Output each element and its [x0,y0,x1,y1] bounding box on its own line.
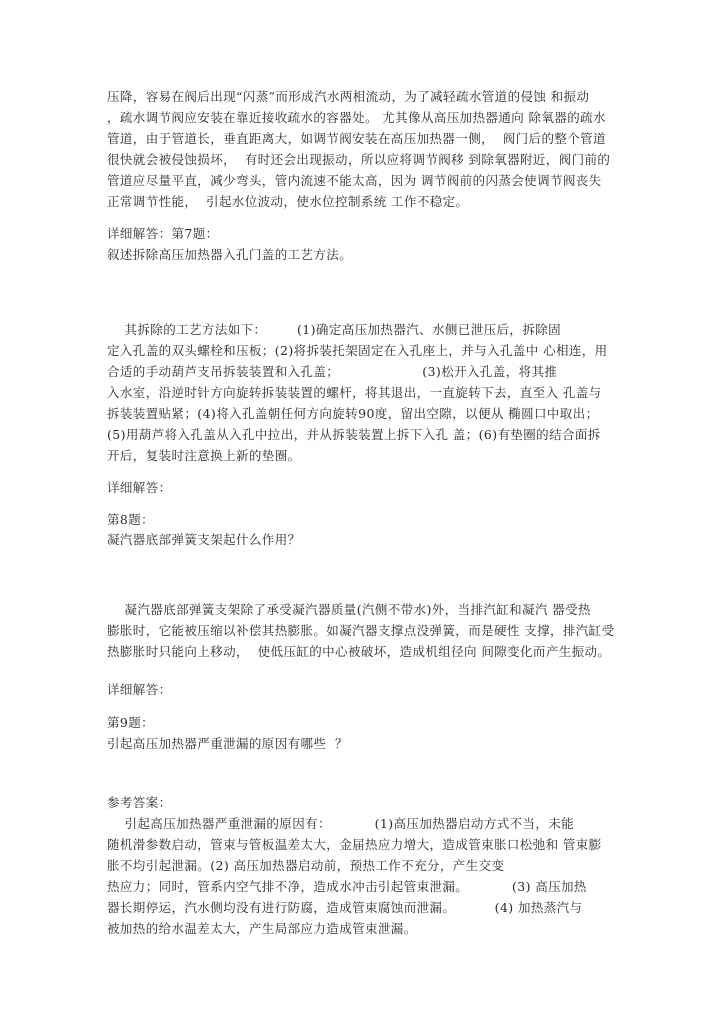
q9-question: 引起高压加热器严重泄漏的原因有哪些 ？ [107,736,348,751]
q8-question: 凝汽器底部弹簧支架起什么作用？ [107,532,301,547]
q8-heading: 第8题： [107,512,155,527]
q9-answer-line: 引起高压加热器严重泄漏的原因有： (1)高压加热器启动方式不当，未能 [107,816,575,831]
intro-line: ，疏水调节阀应安装在靠近接收疏水的容器处。 尤其像从高压加热器通向 除氧器的疏水 [107,110,606,125]
q7-answer-line: 拆装装置贴紧；(4)将入孔盖朝任何方向旋转90度，留出空隙，以便从 椭圆口中取出； [107,406,599,421]
q8-answer-line: 膨胀时，它能被压缩以补偿其热膨胀。如凝汽器支撑点没弹簧，而是硬性 支撑，排汽缸受 [107,623,615,638]
q7-answer-line: (5)用葫芦将入孔盖从入孔中拉出，并从拆装装置上拆下入孔 盖；(6)有垫圈的结合面拆 [107,427,601,442]
intro-line: 正常调节性能， 引起水位波动，使水位控制系统 工作不稳定。 [107,194,469,209]
q9-answer-line: 随机滑参数启动，管束与管板温差太大，金届热应力增大，造成管束胀口松弛和 管束膨 [107,837,602,852]
q9-answer-line: 被加热的给水温差太大，产生局部应力造成管束泄漏。 [107,921,417,936]
intro-line: 很快就会被侵蚀损坏， 有时还会出现振动，所以应将调节阀移 到除氧器附近，阀门前的 [107,152,611,167]
q8-detail-label: 详细解答： [107,682,172,697]
q8-answer-line: 热膨胀时只能向上移动， 使低压缸的中心被破坏，造成机组径向 间隙变化而产生振动。 [107,644,611,659]
q9-reference-label: 参考答案： [107,795,172,810]
intro-line: 管道，由于管道长，垂直距离大，如调节阀安装在高压加热器一侧， 阀门后的整个管道 [107,131,606,146]
intro-line: 管道应尽量平直，减少弯头，管内流速不能太高，因为 调节阀前的闪蒸会使调节阀丧失 [107,173,602,188]
q9-heading: 第9题： [107,715,155,730]
q9-answer-line: 胀不均引起泄漏。(2) 高压加热器启动前，预热工作不充分，产生交变 [107,858,505,873]
q7-answer-line: 合适的手动葫芦支吊拆装装置和入孔盖； (3)松开入孔盖，将其推 [107,364,558,379]
q7-question: 叙述拆除高压加热器入孔门盖的工艺方法。 [107,247,353,262]
q9-answer-line: 热应力；同时，管系内空气排不净，造成水冲击引起管束泄漏。 (3) 高压加热 [107,879,587,894]
q9-answer-line: 器长期停运，汽水侧均没有进行防腐，造成管束腐蚀而泄漏。 (4) 加热蒸汽与 [107,900,583,915]
intro-line: 压降，容易在阀后出现“闪蒸”而形成汽水两相流动，为了减轻疏水管道的侵蚀 和振动 [107,89,590,104]
q7-heading: 详细解答：第7题： [107,226,219,241]
q7-answer-line: 开后，复装时注意换上新的垫圈。 [107,448,301,463]
q7-answer-line: 其拆除的工艺方法如下： (1)确定高压加热器汽、水侧已泄压后，拆除固 [107,322,562,337]
q8-answer-line: 凝汽器底部弹簧支架除了承受凝汽器质量(汽侧不带水)外，当排汽缸和凝汽 器受热 [107,602,591,617]
q7-detail-label: 详细解答： [107,480,172,495]
q7-answer-line: 入水室，沿逆时针方向旋转拆装装置的螺杆，将其退出，一直旋转下去，直至入 孔盖与 [107,385,602,400]
q7-answer-line: 定入孔盖的双头螺栓和压板；(2)将拆装托架固定在入孔座上，并与入孔盖中 心相连，用 [107,343,608,358]
